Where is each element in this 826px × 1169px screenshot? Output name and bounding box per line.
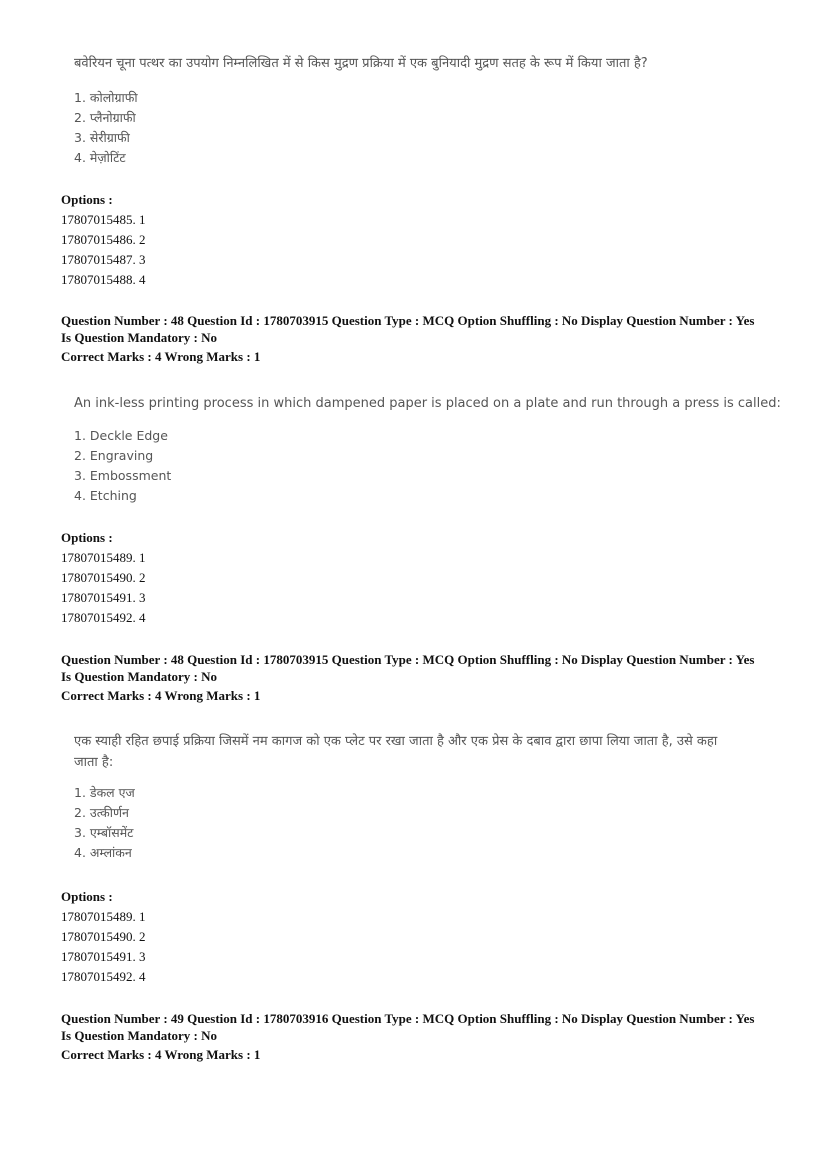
option-id: 17807015492. 4 <box>61 969 146 984</box>
question-marks: Correct Marks : 4 Wrong Marks : 1 <box>61 688 261 703</box>
choice-item: 4. Etching <box>74 488 137 503</box>
question-meta <box>61 1010 775 1063</box>
choice-item: 3. एम्बॉसमेंट <box>74 825 134 840</box>
choice-item: 2. उत्कीर्णन <box>74 805 129 820</box>
option-id: 17807015491. 3 <box>61 949 146 964</box>
choice-item: 2. Engraving <box>74 448 154 463</box>
choice-item: 1. Deckle Edge <box>74 428 168 443</box>
question-marks: Correct Marks : 4 Wrong Marks : 1 <box>61 1047 261 1062</box>
question-mandatory: Is Question Mandatory : No <box>61 1028 218 1043</box>
option-id: 17807015488. 4 <box>61 272 146 287</box>
option-id: 17807015490. 2 <box>61 570 146 585</box>
choice-item: 1. कोलोग्राफी <box>74 90 138 105</box>
option-id: 17807015489. 1 <box>61 909 146 924</box>
choice-list <box>74 783 774 863</box>
option-id: 17807015485. 1 <box>61 212 146 227</box>
choice-list <box>74 426 781 506</box>
options-label: Options : <box>61 530 113 545</box>
question-mandatory: Is Question Mandatory : No <box>61 330 218 345</box>
question-image-hindi-2 <box>74 731 774 863</box>
question-text: An ink-less printing process in which dampened paper is placed on a plate and run through a press is called: <box>74 396 781 411</box>
question-text: बवेरियन चूना पत्थर का उपयोग निम्नलिखित में से किस मुद्रण प्रक्रिया में एक बुनियादी मुद्रण सतह के रूप में किया जाता है? <box>74 56 648 71</box>
choice-item: 1. डेकल एज <box>74 785 135 800</box>
choice-item: 4. मेज़ोटिंट <box>74 150 126 165</box>
choice-list <box>74 88 648 168</box>
option-id: 17807015489. 1 <box>61 550 146 565</box>
options-label: Options : <box>61 889 113 904</box>
option-id: 17807015491. 3 <box>61 590 146 605</box>
question-image-hindi-1 <box>74 53 648 168</box>
question-meta <box>61 651 775 704</box>
question-meta-line: Question Number : 48 Question Id : 1780703915 Question Type : MCQ Option Shuffling : No Display Question Number : Yes <box>61 652 755 667</box>
choice-item: 4. अम्लांकन <box>74 845 132 860</box>
option-id: 17807015487. 3 <box>61 252 146 267</box>
options-label: Options : <box>61 192 113 207</box>
question-meta <box>61 312 775 365</box>
choice-item: 3. Embossment <box>74 468 172 483</box>
question-meta-line: Question Number : 49 Question Id : 1780703916 Question Type : MCQ Option Shuffling : No Display Question Number : Yes <box>61 1011 755 1026</box>
option-id: 17807015490. 2 <box>61 929 146 944</box>
options-block <box>61 190 146 290</box>
question-marks: Correct Marks : 4 Wrong Marks : 1 <box>61 349 261 364</box>
options-block <box>61 887 146 987</box>
question-meta-line: Question Number : 48 Question Id : 1780703915 Question Type : MCQ Option Shuffling : No Display Question Number : Yes <box>61 313 755 328</box>
option-id: 17807015486. 2 <box>61 232 146 247</box>
question-image-english <box>74 393 781 506</box>
options-block <box>61 528 146 628</box>
question-mandatory: Is Question Mandatory : No <box>61 669 218 684</box>
question-text: एक स्याही रहित छपाई प्रक्रिया जिसमें नम कागज को एक प्लेट पर रखा जाता है और एक प्रेस के दबाव द्वारा छापा लिया जाता है, उसे कहा <box>74 734 718 749</box>
question-text: जाता है: <box>74 755 114 770</box>
option-id: 17807015492. 4 <box>61 610 146 625</box>
choice-item: 2. प्लैनोग्राफी <box>74 110 136 125</box>
choice-item: 3. सेरीग्राफी <box>74 130 130 145</box>
